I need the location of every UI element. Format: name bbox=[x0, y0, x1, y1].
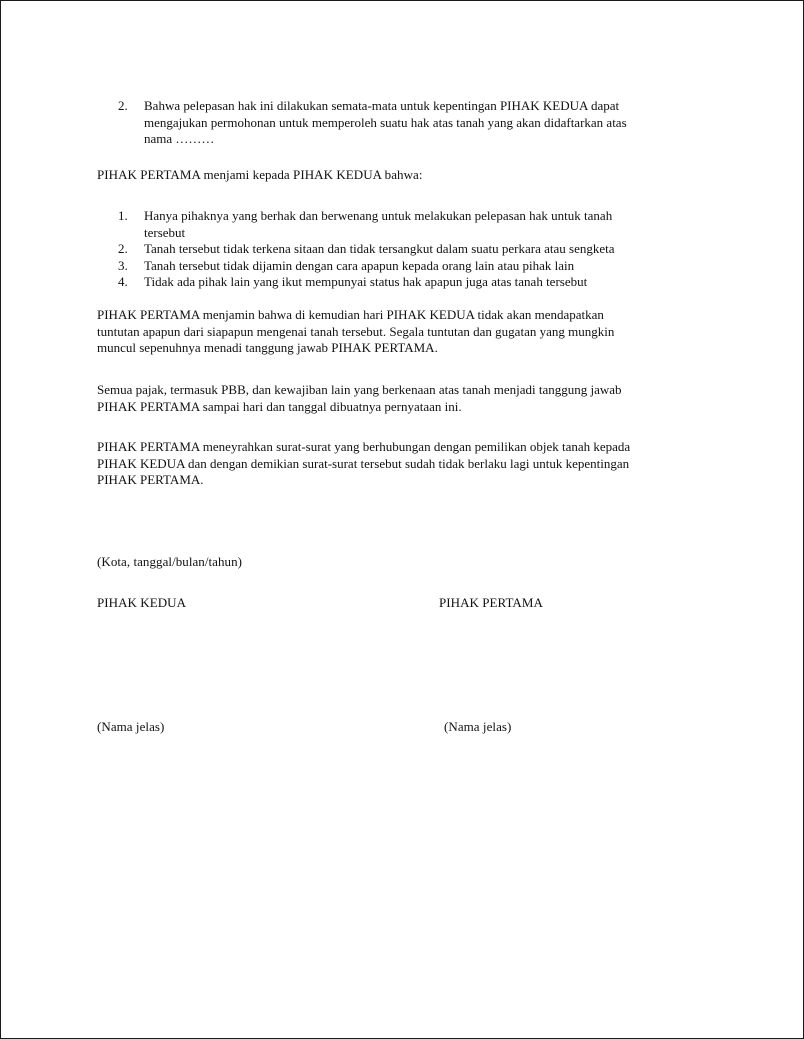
list-item bbox=[118, 98, 627, 148]
list-item-text: Tidak ada pihak lain yang ikut mempunyai status hak apapun juga atas tanah tersebut bbox=[144, 274, 588, 289]
paragraph-line: Semua pajak, termasuk PBB, dan kewajiban lain yang berkenaan atas tanah menjadi tanggung jawab bbox=[97, 382, 622, 397]
paragraph-documents bbox=[97, 439, 717, 489]
list-item bbox=[118, 241, 615, 258]
signature-name-left: (Nama jelas) bbox=[97, 719, 165, 734]
list-item-text: tersebut bbox=[144, 224, 186, 240]
paragraph-line: tuntutan apapun dari siapapun mengenai tanah tersebut. Segala tuntutan dan gugatan yang mungkin bbox=[97, 323, 615, 339]
signature-party-left: PIHAK KEDUA bbox=[97, 595, 187, 610]
place-date: (Kota, tanggal/bulan/tahun) bbox=[97, 554, 243, 569]
signature-name-right: (Nama jelas) bbox=[444, 719, 512, 734]
paragraph-line: muncul sepenuhnya menadi tanggung jawab PIHAK PERTAMA. bbox=[97, 340, 438, 355]
paragraph-line: PIHAK KEDUA dan dengan demikian surat-surat tersebut sudah tidak berlaku lagi untuk kepentingan bbox=[97, 455, 630, 471]
list-number: 4. bbox=[118, 274, 128, 289]
list-number: 1. bbox=[118, 208, 128, 223]
list-item-text: Tanah tersebut tidak terkena sitaan dan tidak tersangkut dalam suatu perkara atau sengketa bbox=[144, 241, 615, 256]
signature-party-right: PIHAK PERTAMA bbox=[439, 595, 543, 610]
paragraph-line: PIHAK PERTAMA sampai hari dan tanggal dibuatnya pernyataan ini. bbox=[97, 398, 462, 414]
list-item-text: Hanya pihaknya yang berhak dan berwenang untuk melakukan pelepasan hak untuk tanah bbox=[144, 208, 613, 223]
guarantee-list bbox=[118, 208, 615, 291]
list-item bbox=[118, 208, 615, 241]
list-item bbox=[118, 274, 615, 291]
guarantee-intro: PIHAK PERTAMA menjami kepada PIHAK KEDUA bahwa: bbox=[97, 167, 423, 182]
paragraph-line: PIHAK PERTAMA meneyrahkan surat-surat yang berhubungan dengan pemilikan objek tanah kepada bbox=[97, 439, 631, 454]
paragraph-line: PIHAK PERTAMA. bbox=[97, 472, 204, 487]
list-item-text: Tanah tersebut tidak dijamin dengan cara apapun kepada orang lain atau pihak lain bbox=[144, 257, 575, 273]
paragraph-line: PIHAK PERTAMA menjamin bahwa di kemudian hari PIHAK KEDUA tidak akan mendapatkan bbox=[97, 307, 604, 322]
list-number: 3. bbox=[118, 257, 128, 273]
list-item-text: mengajukan permohonan untuk memperoleh suatu hak atas tanah yang akan didaftarkan atas bbox=[144, 114, 627, 130]
intro-list bbox=[118, 98, 627, 148]
list-item bbox=[118, 258, 615, 275]
list-item-text: Bahwa pelepasan hak ini dilakukan semata-mata untuk kepentingan PIHAK KEDUA dapat bbox=[144, 98, 620, 113]
paragraph-guarantee-claims bbox=[97, 307, 717, 357]
list-number: 2. bbox=[118, 241, 128, 256]
list-number: 2. bbox=[118, 98, 128, 113]
paragraph-taxes bbox=[97, 382, 717, 415]
list-item-text: nama ……… bbox=[144, 131, 215, 146]
